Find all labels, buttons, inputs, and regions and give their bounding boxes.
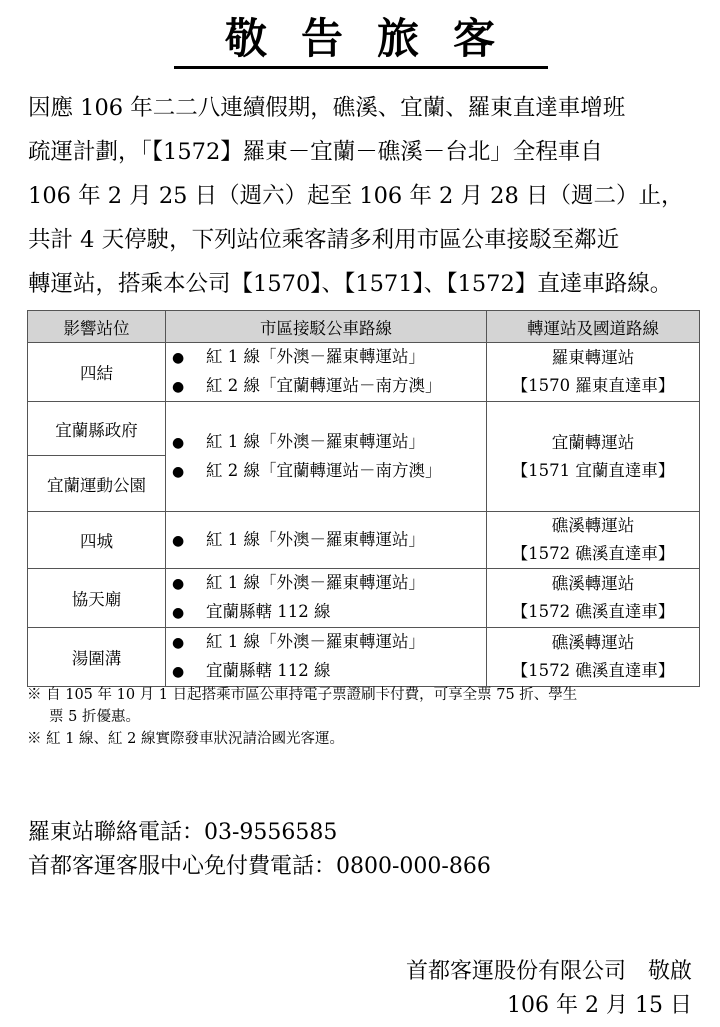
bullet-icon: ● bbox=[172, 350, 185, 366]
route-item: ● 宜蘭縣轄 112 線 bbox=[172, 657, 486, 686]
header-transfer-route: 轉運站及國道路線 bbox=[487, 311, 700, 343]
transfer-station: 宜蘭轉運站 bbox=[551, 432, 635, 452]
table-row bbox=[28, 512, 700, 569]
station-cell: 四結 bbox=[28, 343, 166, 402]
station-cell: 協天廟 bbox=[28, 569, 166, 628]
bullet-icon: ● bbox=[172, 463, 185, 480]
header-affected-station: 影響站位 bbox=[28, 311, 166, 343]
title-underline bbox=[174, 66, 548, 69]
transfer-route: 【1570 羅東直達車】 bbox=[511, 376, 675, 395]
paragraph-line: 轉運站，搭乘本公司【1570】、【1571】、【1572】直達車路線。 bbox=[28, 271, 673, 297]
route-item: ● 紅 1 線「外澳－羅東轉運站」 bbox=[172, 428, 486, 457]
route-cell bbox=[166, 569, 487, 628]
transfer-station: 礁溪轉運站 bbox=[551, 516, 635, 535]
table-row bbox=[28, 628, 700, 687]
route-item: ● 紅 2 線「宜蘭轉運站－南方澳」 bbox=[172, 457, 486, 486]
transfer-station: 礁溪轉運站 bbox=[551, 574, 635, 593]
table-row bbox=[28, 343, 700, 402]
note-line: ※ 自 105 年 10 月 1 日起搭乘市區公車持電子票證刷卡付費，可享全票 75 折、學生 bbox=[27, 687, 578, 703]
route-item: ● 紅 2 線「宜蘭轉運站－南方澳」 bbox=[172, 372, 486, 401]
station-cell: 宜蘭縣政府 bbox=[28, 402, 166, 456]
route-item: ● 宜蘭縣轄 112 線 bbox=[172, 598, 486, 627]
header-city-bus-route: 市區接駁公車路線 bbox=[166, 311, 487, 343]
table-row bbox=[28, 569, 700, 628]
station-cell: 四城 bbox=[28, 512, 166, 569]
route-cell bbox=[166, 628, 487, 687]
notice-title: 敬告旅客 bbox=[224, 14, 529, 63]
signature-block bbox=[406, 955, 692, 1023]
bullet-icon: ● bbox=[172, 576, 185, 592]
bullet-icon: ● bbox=[172, 664, 185, 680]
transfer-station: 羅東轉運站 bbox=[551, 348, 635, 367]
bullet-icon: ● bbox=[172, 605, 185, 621]
transfer-route: 【1572 礁溪直達車】 bbox=[511, 602, 675, 621]
note-line: ※ 紅 1 線、紅 2 線實際發車狀況請洽國光客運。 bbox=[27, 731, 344, 747]
bullet-icon: ● bbox=[172, 635, 185, 651]
route-cell bbox=[166, 402, 487, 512]
route-cell bbox=[166, 343, 487, 402]
table-row bbox=[28, 402, 700, 456]
paragraph-line: 因應 106 年二二八連續假期，礁溪、宜蘭、羅東直達車增班 bbox=[28, 95, 626, 121]
table-header-row bbox=[28, 311, 700, 343]
paragraph-line: 106 年 2 月 25 日（週六）起至 106 年 2 月 28 日（週二）止， bbox=[28, 183, 684, 209]
transfer-route: 【1572 礁溪直達車】 bbox=[511, 544, 675, 563]
transfer-station: 礁溪轉運站 bbox=[551, 633, 635, 652]
route-item: ● 紅 1 線「外澳－羅東轉運站」 bbox=[172, 343, 486, 372]
transfer-cell bbox=[487, 512, 700, 569]
notice-date: 106 年 2 月 15 日 bbox=[507, 993, 692, 1018]
transfer-cell bbox=[487, 569, 700, 628]
transfer-cell bbox=[487, 343, 700, 402]
customer-service-phone: 首都客運客服中心免付費電話：0800-000-866 bbox=[28, 854, 491, 879]
transfer-cell bbox=[487, 628, 700, 687]
announcement-paragraph bbox=[28, 86, 696, 306]
transfer-route: 【1572 礁溪直達車】 bbox=[511, 661, 675, 680]
notes-section bbox=[27, 684, 577, 750]
luodong-station-phone: 羅東站聯絡電話：03-9556585 bbox=[28, 820, 338, 845]
transfer-cell bbox=[487, 402, 700, 512]
station-cell: 宜蘭運動公園 bbox=[28, 456, 166, 512]
contact-section bbox=[28, 816, 491, 884]
company-signature: 首都客運股份有限公司 敬啟 bbox=[405, 959, 692, 984]
route-item: ● 紅 1 線「外澳－羅東轉運站」 bbox=[172, 569, 486, 598]
bullet-icon: ● bbox=[172, 532, 185, 549]
station-cell: 湯圍溝 bbox=[28, 628, 166, 687]
route-cell bbox=[166, 512, 487, 569]
route-item: ● 紅 1 線「外澳－羅東轉運站」 bbox=[172, 628, 486, 657]
note-line: 票 5 折優惠。 bbox=[49, 709, 140, 725]
bullet-icon: ● bbox=[172, 379, 185, 395]
paragraph-line: 共計 4 天停駛，下列站位乘客請多利用市區公車接駁至鄰近 bbox=[28, 227, 620, 253]
bullet-icon: ● bbox=[172, 434, 185, 451]
transfer-route: 【1571 宜蘭直達車】 bbox=[511, 460, 675, 480]
route-item: ● 紅 1 線「外澳－羅東轉運站」 bbox=[172, 526, 486, 555]
paragraph-line: 疏運計劃，「【1572】羅東－宜蘭－礁溪－台北」全程車自 bbox=[28, 139, 603, 165]
affected-stations-table bbox=[27, 310, 700, 687]
